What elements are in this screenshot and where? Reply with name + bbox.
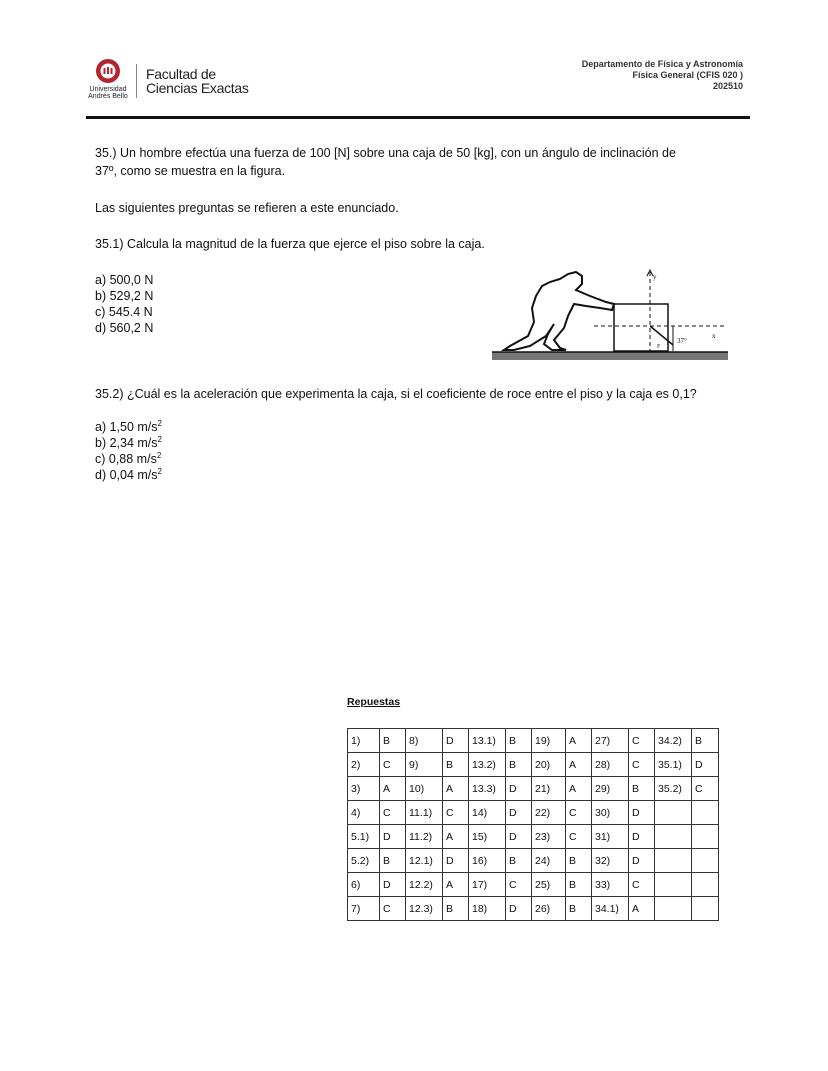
answer-letter-cell: A xyxy=(443,777,469,801)
question-number-cell: 1) xyxy=(348,729,380,753)
answer-letter-cell: A xyxy=(380,777,406,801)
question-number-cell: 4) xyxy=(348,801,380,825)
answer-letter-cell: B xyxy=(506,753,532,777)
question-number-cell: 30) xyxy=(592,801,629,825)
answer-letter-cell: C xyxy=(566,801,592,825)
answer-letter-cell: A xyxy=(566,753,592,777)
option-a: a) 1,50 $m/s^2$ xyxy=(95,418,162,434)
answer-letter-cell: B xyxy=(443,897,469,921)
question-number-cell: 34.1) xyxy=(592,897,629,921)
option-b: b) 2,34 $m/s^2$ xyxy=(95,434,162,450)
answer-letter-cell: D xyxy=(506,897,532,921)
question-number-cell: 35.2) xyxy=(655,777,692,801)
table-row xyxy=(348,777,719,801)
question-number-cell: 13.3) xyxy=(469,777,506,801)
table-row xyxy=(348,897,719,921)
figure-angle-label: 37° xyxy=(677,337,687,345)
question-number-cell: 29) xyxy=(592,777,629,801)
problem-statement xyxy=(95,144,755,180)
university-name-line2: Andrés Bello xyxy=(88,93,128,100)
answer-letter-cell: D xyxy=(692,753,719,777)
term-code: 202510 xyxy=(712,81,743,91)
figure-x-label: x xyxy=(712,332,716,340)
figure-force-label: F xyxy=(657,344,661,350)
question-number-cell: 23) xyxy=(532,825,566,849)
table-row xyxy=(348,825,719,849)
option-a: a) 500,0 N xyxy=(95,273,154,287)
question-number-cell: 22) xyxy=(532,801,566,825)
option-c: c) 0,88 $m/s^2$ xyxy=(95,450,162,466)
question-number-cell: 10) xyxy=(406,777,443,801)
question-number-cell: 5.2) xyxy=(348,849,380,873)
answer-letter-cell: B xyxy=(506,729,532,753)
question-number-cell: 15) xyxy=(469,825,506,849)
answer-letter-cell: D xyxy=(506,777,532,801)
answer-letter-cell xyxy=(692,897,719,921)
question-number-cell: 13.1) xyxy=(469,729,506,753)
question-number-cell xyxy=(655,801,692,825)
table-row xyxy=(348,873,719,897)
question-number-cell: 3) xyxy=(348,777,380,801)
question-number-cell: 7) xyxy=(348,897,380,921)
question-number-cell: 14) xyxy=(469,801,506,825)
question-number-cell: 25) xyxy=(532,873,566,897)
university-logo xyxy=(86,58,256,106)
question-number-cell: 11.1) xyxy=(406,801,443,825)
option-d: d) 0,04 $m/s^2$ xyxy=(95,466,162,482)
question-number-cell: 19) xyxy=(532,729,566,753)
question-number-cell xyxy=(655,873,692,897)
department-name: Departamento de Física y Astronomía xyxy=(581,59,743,69)
question-number-cell: 20) xyxy=(532,753,566,777)
figure-y-label: y xyxy=(653,273,657,281)
question-number-cell: 17) xyxy=(469,873,506,897)
answer-letter-cell: B xyxy=(506,849,532,873)
table-row xyxy=(348,849,719,873)
man-pushing-box-figure xyxy=(490,266,730,364)
answer-letter-cell: C xyxy=(380,753,406,777)
answer-letter-cell: C xyxy=(506,873,532,897)
answer-key-table xyxy=(347,728,719,921)
answer-letter-cell: C xyxy=(380,801,406,825)
question-number-cell: 24) xyxy=(532,849,566,873)
question-number-cell: 8) xyxy=(406,729,443,753)
header-rule xyxy=(86,116,750,119)
answer-letter-cell: D xyxy=(629,849,655,873)
option-d: d) 560,2 N xyxy=(95,321,154,335)
question-number-cell: 31) xyxy=(592,825,629,849)
question-35-1: 35.1) Calcula la magnitud de la fuerza que ejerce el piso sobre la caja. xyxy=(95,237,485,251)
table-row xyxy=(348,753,719,777)
question-35-1-options xyxy=(95,272,153,336)
faculty-line1: Facultad de xyxy=(146,66,216,82)
answer-letter-cell: C xyxy=(629,753,655,777)
question-number-cell: 2) xyxy=(348,753,380,777)
answer-letter-cell: B xyxy=(629,777,655,801)
answer-letter-cell: B xyxy=(566,897,592,921)
answer-letter-cell: D xyxy=(506,825,532,849)
question-number-cell: 13.2) xyxy=(469,753,506,777)
answer-letter-cell xyxy=(692,801,719,825)
logo-divider xyxy=(136,64,137,98)
answer-letter-cell: D xyxy=(380,873,406,897)
answer-letter-cell: C xyxy=(629,729,655,753)
question-number-cell xyxy=(655,825,692,849)
answer-letter-cell xyxy=(692,849,719,873)
question-number-cell: 11.2) xyxy=(406,825,443,849)
university-name-line1: Universidad xyxy=(89,86,127,93)
question-number-cell: 28) xyxy=(592,753,629,777)
answer-letter-cell: A xyxy=(566,777,592,801)
statement-line1: 35.) Un hombre efectúa una fuerza de 100 [N] sobre una caja de 50 [kg], con un ángulo de inclinación de xyxy=(95,146,676,160)
statement-line2: 37º, como se muestra en la figura. xyxy=(95,164,286,178)
question-number-cell: 18) xyxy=(469,897,506,921)
answer-letter-cell: C xyxy=(566,825,592,849)
question-number-cell xyxy=(655,849,692,873)
question-number-cell: 34.2) xyxy=(655,729,692,753)
question-number-cell: 32) xyxy=(592,849,629,873)
header-course-info xyxy=(582,59,743,92)
faculty-line2: Ciencias Exactas xyxy=(146,80,249,96)
answer-letter-cell: B xyxy=(566,849,592,873)
question-number-cell: 21) xyxy=(532,777,566,801)
question-number-cell: 9) xyxy=(406,753,443,777)
answer-letter-cell xyxy=(692,825,719,849)
option-b: b) 529,2 N xyxy=(95,289,154,303)
question-number-cell: 27) xyxy=(592,729,629,753)
question-number-cell: 12.2) xyxy=(406,873,443,897)
answer-letter-cell: A xyxy=(629,897,655,921)
question-35-2-options xyxy=(95,419,162,483)
intro-text: Las siguientes preguntas se refieren a este enunciado. xyxy=(95,201,399,215)
answer-letter-cell: C xyxy=(692,777,719,801)
course-name: Física General (CFIS 020 ) xyxy=(632,70,743,80)
answer-letter-cell: D xyxy=(629,801,655,825)
answer-letter-cell: C xyxy=(380,897,406,921)
answer-letter-cell: C xyxy=(443,801,469,825)
answer-letter-cell: D xyxy=(629,825,655,849)
unab-emblem-icon xyxy=(95,58,121,84)
answer-letter-cell: B xyxy=(380,849,406,873)
table-row xyxy=(348,729,719,753)
option-c: c) 545.4 N xyxy=(95,305,153,319)
answer-letter-cell: B xyxy=(380,729,406,753)
question-number-cell: 33) xyxy=(592,873,629,897)
answer-letter-cell: A xyxy=(443,825,469,849)
question-number-cell: 26) xyxy=(532,897,566,921)
answer-letter-cell: B xyxy=(692,729,719,753)
question-number-cell xyxy=(655,897,692,921)
answer-letter-cell xyxy=(692,873,719,897)
answer-letter-cell: A xyxy=(566,729,592,753)
question-number-cell: 35.1) xyxy=(655,753,692,777)
answer-letter-cell: D xyxy=(443,849,469,873)
answer-letter-cell: D xyxy=(443,729,469,753)
answer-letter-cell: D xyxy=(506,801,532,825)
question-number-cell: 6) xyxy=(348,873,380,897)
question-number-cell: 16) xyxy=(469,849,506,873)
answer-letter-cell: A xyxy=(443,873,469,897)
answer-letter-cell: C xyxy=(629,873,655,897)
answer-letter-cell: B xyxy=(443,753,469,777)
question-number-cell: 5.1) xyxy=(348,825,380,849)
question-number-cell: 12.3) xyxy=(406,897,443,921)
answer-letter-cell: D xyxy=(380,825,406,849)
question-35-2: 35.2) ¿Cuál es la aceleración que experimenta la caja, si el coeficiente de roce entre el piso y la caja es 0,1? xyxy=(95,387,697,401)
answers-title: Repuestas xyxy=(347,696,401,708)
question-number-cell: 12.1) xyxy=(406,849,443,873)
answer-letter-cell: B xyxy=(566,873,592,897)
table-row xyxy=(348,801,719,825)
